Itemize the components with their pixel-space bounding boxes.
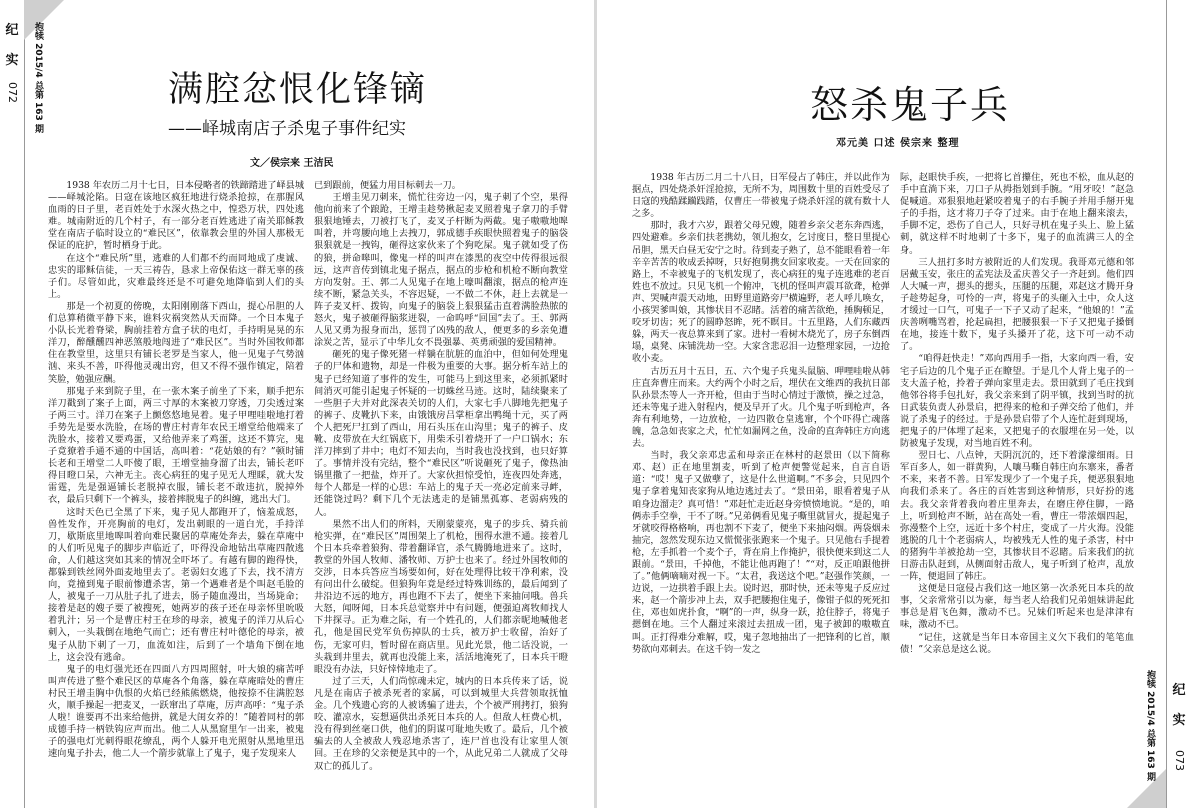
paragraph: 那是一个初夏的傍晚，太阳刚刚落下西山，提心吊胆的人们总算稍微平静下来，谁料灾祸突然从天而降。一个日本鬼子小队长光着脊梁，胸前挂着方盒子状的电灯，手持明晃晃的东洋刀，醉醺醺四神恶煞般地闯进了“难民区”。当时外国牧师都住在教堂里，这里只有铺长老罗是当家人，他一见鬼子气势汹汹、来头不善，吓得他灵魂出窍，但又不得不强作镇定，陪着笑脸，勉强应酬。	[48, 300, 304, 385]
paragraph: 翌日七、八点钟，天阴沉沉的，还下着濛濛细雨。日军百多人，如一群黄狗，人嚷马嘶自韩庄向东寨来，番者不来，来者不善。日军发现少了一个鬼子兵，便恶狠狠地向我们杀来了。各庄的百姓害到这种情形，只好扮的逃去。我父亲背着我向着庄里奔去，在磨庄停住脚，一路上，听到枪声不断，站在高处一看，曹庄一带浓烟四起，弥漫整个上空，远近十多个村庄，变成了一片火海。没能逃脱的几十个老弱病人，均被残无人性的鬼子杀害，村中的猪狗牛羊被抢劫一空，其惨状目不忍睹。后来我们的抗日游击队赶到，从侧面射击敌人，鬼子听到了枪声，乱放一阵，便退回了韩庄。	[900, 450, 1134, 583]
right-margin-strip	[1166, 0, 1191, 808]
right-page	[596, 0, 1191, 808]
paragraph: 过了三天，人们尚惊魂未定，城内的日本兵传来了话，说凡是在南店子被杀死者的家属，可以到城里大兵营领取抚恤金。几个残遗心窍的人被诱骗了进去，个个被严刑拷打，狼狗咬、灌凉水，妄想逼供出杀死日本兵的人。但敌人枉费心机，没有得到丝毫口供，他们的阴谋可耻地失败了。最后，几个被骗去的人全被敌人残忍地杀害了，连尸首也没有让家里人领回。王在珍的父亲便是其中的一个，从此兄弟二人就成了父母双亡的孤儿了。	[314, 675, 568, 772]
text-column-2	[314, 180, 568, 802]
page-number: 073	[1173, 750, 1186, 771]
left-margin-strip	[0, 0, 25, 808]
paragraph: 三人扭打多时方被附近的人们发现。我哥邓元德和邻居戴玉安，张庄的孟宪法及孟庆善父子一齐赶到。他们四人大喊一声，摁头的摁头，压腿的压腿，邓赵这才腾开身子趁势起身，可怜的一声，将鬼子的头砸入土中，众人这才缓过一口气，可鬼子一下子又动了起来，“他娘的！”孟庆善咧嘴骂着，抡起扁担，把腰狠狠一下子又把鬼子搡倒在地，接连十数下，鬼子头搡开了花，这下可一动不动了。	[900, 256, 1134, 353]
paragraph: 那时，我才六岁，跟着父母兄嫂，随着乡亲父老东奔西逃，四处避难。乡亲们扶老携幼，领儿抱女，乞讨度日，整日里提心吊胆，黑天白昼无安宁之时。待到麦子熟了，总不能眼看着一年辛辛苦苦的收成丢掉呀，只好抱舅携女回家收麦。一天在回家的路上，不幸被鬼子的飞机发现了，丧心病狂的鬼子连逃难的老百姓也不放过。只见飞机一个俯冲，飞机的怪叫声震耳欲聋，枪弹声、哭喊声震天动地，田野里道路旁尸横遍野，老人呼儿唤女，小孩哭爹叫娘，其惨状目不忍睹。活着的痛苦欲绝，捶胸顿足，咬牙切齿；死了的圆睁怒眸，死不瞑目。十五里路，人们东藏西躲，两天一夜总算来到了家。进村一看树木烧光了，房子东倒西塌，桌凳、床铺洗劫一空。大家含悲忍泪一边整理家园，一边抢收小麦。	[632, 220, 890, 365]
article-title: 满腔忿恨化锋镝	[168, 70, 428, 110]
paragraph: 那鬼子来到院子里，在一张木案子前坐了下来，顺手把东洋刀戳到了案子上面，两三寸厚的木案被刀穿透，刀尖透过案子两三寸。洋刀在案子上颤悠悠地晃着。鬼子甲哩哇啦地打着手势先是要水洗脸，在场的曹庄村青年农民王增堂给他端来了洗脸水，接着又要鸡蛋，又给他弄来了鸡蛋，这还不算完，鬼子竟獠着手通不通的中国话，高叫着：“花姑娘的有？”顿时铺长老和王增堂二人吓傻了眼，王增堂抽身溜了出去，铺长老吓得目瞪口呆，六神无主。丧心病狂的鬼子见无人理睬，就大发雷霆，先是强逼铺长老脱掉衣服，铺长老不敢违抗，脱掉外衣，最后只剩下一个裤头，接着摔脱鬼子的纠缠，逃出大门。	[48, 385, 304, 506]
paragraph: 王增圭见刀刺来，慌忙往旁边一闪，鬼子刺了个空，果得他向前来了个踉跄，王增圭趁势揪起麦叉照着鬼子拿刀的手臂狠狠地锤去，刀被打飞了，麦叉子杆断为两截。鬼子嗷嗷地嗥叫着，并弯腰向地上去拽刀，郭成德手疾眼快照着鬼子的脑袋狠狠就是一拽钩，砸得这家伙来了个狗吃屎。鬼子就如受了伤的狼，拼命嗥叫，像鬼一样的叫声在漆黑的夜空中传得很远很远，这声音传到镇北鬼子据点，据点的步枪和机枪不断向教堂方向发射。王、郭二人见鬼子在地上嚎叫翻滚，据点的枪声连续不断，紧急关头，不容迟疑，一不做二不休，赶上去就是一阵子麦叉杆、拨钩，向鬼子的脑袋上狠狠猛击直着满脸热脓的怒火，鬼子被砸得脑浆迸裂，一命呜呼“回国”去了。王、郭两人见又勇为报身而出，惩罚了凶残的敌人，便更多的乡亲免遭涂炭之苦，显示了中华儿女不畏强暴、英勇顽强的爱国精神。	[314, 192, 568, 349]
paragraph: 这便是日寇侵占我们这一地区第一次杀死日本兵的故事，父亲常常引以为豪，每当老人给我们兄弟姐妹讲起此事总是眉飞色舞，激动不已。兄妹们听起来也是津津有味，激动不已。	[900, 583, 1134, 631]
text-column-1	[48, 180, 304, 802]
paragraph: 鬼子的电灯强光还在四面八方四周照射，叶大娘的痛苦呼叫声传进了整个难民区的草庵各个角落，躲在草庵暗处的曹庄村民王增圭胸中仇恨的火焰已经熊熊燃烧，他按捺不住满腔怒火，顺手操起一把麦叉，一跃窜出了草庵，厉声高呼：“鬼子杀人啦！谁要再不出来给他拼，就是大闺女养的！”随着同村的郭成德手持一柄铁钩应声而出。他二人从黑窟里乍一出来，被鬼子的强电灯光刺得眼花缭乱，两个人躲开电光照射从黑地里迅速向鬼子扑去，他二人一个箭步就靠上了鬼子，鬼子发现来人	[48, 663, 304, 760]
paragraph: 果然不出人们的所料，天刚蒙蒙亮，鬼子的步兵、骑兵前枪实弹，在“难民区”周围架上了机枪，围得水泄不通。接着几个日本兵牵着狼狗、带着翻译官，杀气腾腾地进来了。这时，教堂的外国人牧师、潘牧师、万护士也来了。经过外国牧师的交涉，日本兵答应当场要如何，好在处理得比较干净利索，没有问出什么破绽。但狼狗年竟是经过特殊训练的，最后闻到了井沿边不远的地方，再也跑不下去了，便坐下来抽问哦。兽兵大怒，闻呀闻，日本兵总觉察并中有问题，便强迫离牧师找人下井探寻。正为难之际，有一个姓孔的，人们都亲昵地喊他老孔，他是国民党军负伤掉队的士兵，被万护士收留，治好了伤，无家可归，暂时留在商店里。见此光景，他二话没说，一头栽到井里去，就再也没能上来，活活地淹死了，日本兵干瞪眼没有办法，只好悻悻地走了。	[314, 518, 568, 675]
section-label-1: 纪	[1172, 683, 1186, 698]
section-label-2: 实	[5, 53, 19, 68]
paragraph: 古历五月十五日，五、六个鬼子兵鬼头鼠脑、呷哩哇啦从韩庄直奔曹庄而来。大约两个小时之后，埋伏在文维西的我抗日部队孙景杰等人一齐开枪，但由于当时心情过于激愤，操之过急，还未等鬼子进入射程内，便及早开了火。几个鬼子听到枪声，各奔有利地势，一边放枪，一边四散仓皇逃窜，个个吓得亡魂落魄，急急如丧家之犬，忙忙如漏网之鱼，没命的直奔韩庄方向逃去。	[632, 365, 890, 450]
section-label-2: 实	[1172, 713, 1186, 728]
paragraph: 砸死的鬼子像死猪一样躺在肮脏的血泊中，但如何处理鬼子的尸体和遗物，却是一件极为重要的大事。据分析车站上的鬼子已经知道了事件的发生，可能马上到这里来，必须抓紧时间消灭可能引起鬼子怀疑的一切蛛丝马迹。这时，陆续聚来了一些胆子大并对此深表关切的人们，大家七手八脚地先把鬼子的裤子、皮靴扒下来，由饿饿房吕掌柜拿出鸭绳十元，买了两个人把死尸扛到了西山，用石头压在山沟里；鬼子的裤子、皮靴、皮带放在大红锅底下，用柴禾引着烧开了一户口锅水；东洋刀摔到了井中；电灯不知去向，当时我也没找到，也只好算了。事情并没有完结，整个“难民区”听说砸死了鬼子，像热油锅里撒了一把盐，炸开了。大家伙担惊受怕，连夜四处奔逃，每个人都是一样的心思：车站上的鬼子天一亮必定前来寻衅，还能饶过吗？剩下几个无法逃走的是铺黑孤寡、老弱病残的人。	[314, 349, 568, 518]
text-column-2	[900, 172, 1134, 802]
page-number: 072	[6, 82, 19, 103]
paragraph: 1938 年农历二月十七日，日本侵略者的铁蹄踏进了峄县城——峄城沦陷。日寇在该地区疯狂地进行烧杀抢掠，在那腥风血雨的日子里，老百姓处于水深火热之中，惶恐万状，四处逃难。城南附近的几个村子，有一部分老百姓逃进了南关耶稣教堂在南店子临时设立的“难民区”，依靠教会里的外国人那极无保证的庇护，暂时栖身于此。	[48, 180, 304, 252]
paragraph: 已到跟前，便猛力用目标刺去一刀。	[314, 180, 461, 191]
section-label-1: 纪	[5, 23, 19, 38]
paragraph: “咱得赶快走！”邓向西用手一指，大家向西一看，安宅子后边的几个鬼子正在瞭望。于是几个人背上鬼子的一支大盖子枪，拎着子弹向家里走去。景田就到了毛庄找到他邻谷将手包扎好，我父亲来到了阴平镇，找到当时的抗日武装负责人孙景启，把得来的枪和子弹交给了他们，并说了杀鬼子的经过。于是孙景启带了个人连忙赶到现场，把鬼子的尸体埋了起来，又把鬼子的衣服埋在另一处，以防被鬼子发现，对当地百姓不利。	[900, 353, 1134, 450]
paragraph: 际，赵眼快手疾，一把将匕首攥住，死也不松，血从赵的手中直淌下来，刀口子从拇指划到手腕。“用牙咬！”赵急促喊道。邓狠狠地赶紧咬着鬼子的右手腕子并用手掰开鬼子的手指，这才将刀子夺了过来。由于在地上翻来滚去，手脚不定，恐伤了自己人，只好寻机在鬼子头上、脸上猛刺，就这样不时地刺了十多下，鬼子的血流满三人的全身。	[900, 172, 1134, 256]
paragraph: “记住，这就是当年日本帝国主义欠下我们的笔笔血债！”父亲总是这么说。	[900, 631, 1134, 655]
article-title: 怒杀鬼子兵	[810, 83, 1011, 127]
paragraph: 当时，我父亲邓忠孟和母亲正在林村的赵景田（以下简称邓、赵）正在地里割麦，听到了枪声便警觉起来，自言自语道：“哎！鬼子又做孽了，这是什么世道啊。”不多会，只见四个鬼子拿着鬼知丧家狗从地边逃过去了。“景田弟，眼看着鬼子从咱身边溜走？真可惜！”邓赶忙走近赵身旁愤愤地说。“是的，咱俩赤手空拳，干不了呀。”兄弟俩看见鬼子嘶里就冒火，提起鬼子牙就咬得格格响，再也割不下麦了，便坐下来抽闷烟。两袋烟未抽完，忽然发现东边又慌慌张张跑来一个鬼子。只见他右手提着枪，左手抓着一个麦个子，背在肩上作掩护，很快便来到这二人跟前。“景田，千掉他，不能让他再跑了！”“对，反正咱跟他拼了。”他俩嘀嘀对视一下。“太君，我送这个吧。”赵强作笑颜，一边说，一边拱着手跟上去。说时迟，那时快，还未等鬼子反应过来，赵一个箭步冲上去，双手把腰抱住鬼子，像钳子似的死死扣住，邓也如虎扑食，“啊”的一声，纵身一跃，抢住脖子，将鬼子摁倒在地。三个人翻过来滚过去扭成一团，鬼子被卸的嗷嗷直叫。正打得难分难解，哎，鬼子忽地抽出了一把锋利的匕首，顺势欲向邓刺去。在这千钧一发之	[632, 450, 890, 655]
article-subtitle: ——峄城南店子杀鬼子事件纪实	[168, 119, 406, 139]
running-head: 抱犊 2015/4 总第 163 期	[1145, 670, 1155, 781]
byline: 文／侯宗来 王洁民	[250, 158, 334, 169]
running-head: 抱犊 2015/4 总第 163 期	[33, 22, 43, 133]
text-column-1	[632, 172, 890, 802]
byline: 邓元美 口述 侯宗来 整理	[836, 138, 960, 149]
paragraph: 这时天色已全黑了下来，鬼子见人都跑开了，恼羞成怒，兽性发作，开亮胸前的电灯，发出刺眼的一道白光，手持洋刀，歇斯底里地嗥叫着向难民聚居的草庵处奔去，躲在草庵中的人们听见鬼子的脚步声临近了，吓得没命地钻出草庵四散逃命，人们越这突如其来的情况全吓坏了。有越有脚的跑得快，都躲到铁丝网外面麦地里去了。老弱妇女逃了下去，找不清方向，竟撞到鬼子眼前惨遭杀害，第一个遇难者是个叫赵毛脸的人，被鬼子一刀从肚子扎了进去，肠子随血漫出，当场毙命；接着是赵的嫂子要了被搜死，她两岁的孩子还在母亲怀里吮吸着乳汁；另一个是曹庄村王在珍的母亲，被鬼子的洋刀从后心刺入，一头栽倒在地绝气而亡；还有曹庄村叶德伦的母亲，被鬼子从肋下刺了一刀，血流如注，后到了一个墙角下倒在地上，这会没有逃命。	[48, 506, 304, 663]
paragraph: 在这个“难民所”里，逃难的人们都不约而同地成了虔诚、忠实的耶稣信徒，一天三祷告，恳求上帝保佑这一群无辜的孩子们。尽管如此，灾难最终还是不可避免地降临到人们的头上。	[48, 252, 304, 300]
paragraph: 1938 年古历二月二十八日，日军侵占了韩庄，并以此作为据点，四处烧杀奸淫抢掠，无所不为，周围数十里的百姓受尽了日寇的残酷蹂躏践踏，仅曹庄一带被鬼子烧杀奸淫的就有数十人之多。	[632, 172, 890, 220]
